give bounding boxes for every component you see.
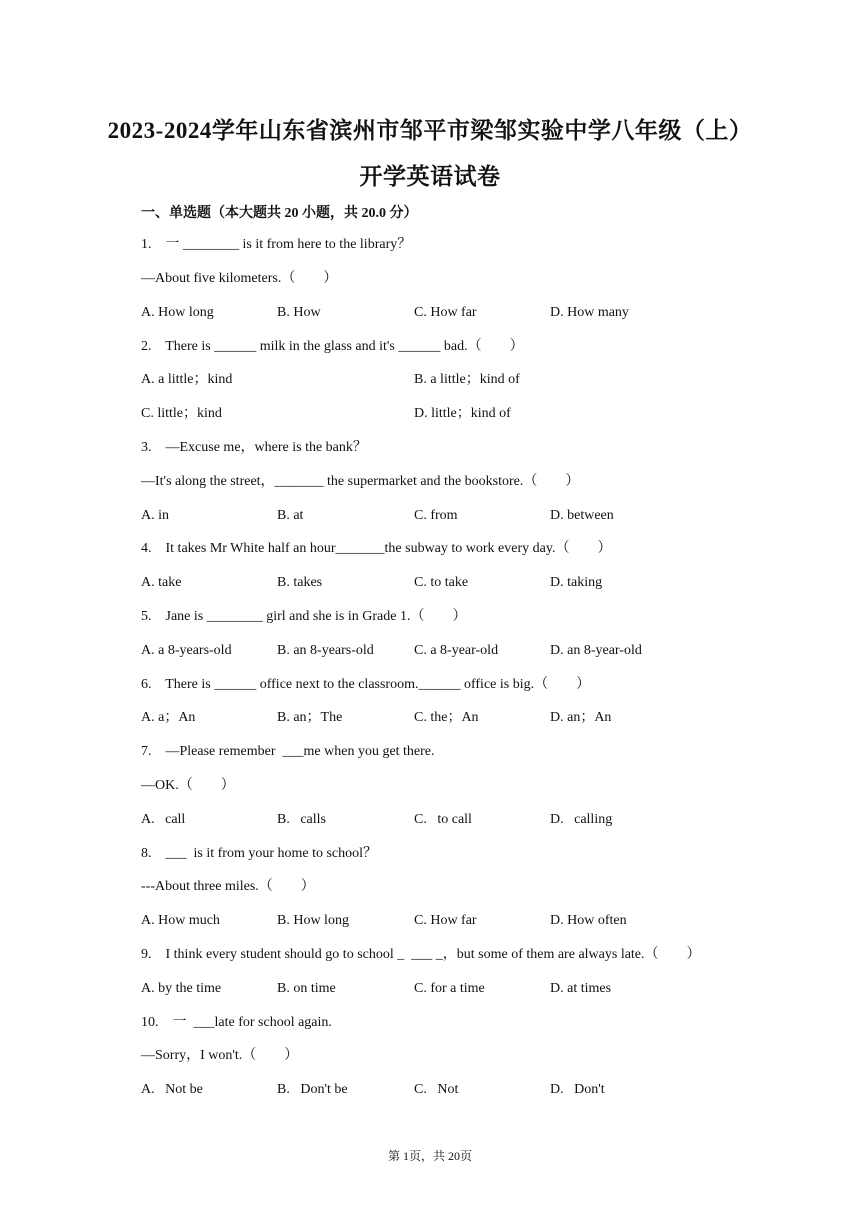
option-b[interactable]: B. at [277,508,304,523]
section-heading: 一、单选题（本大题共 20 小题，共 20.0 分） [141,206,418,221]
question-7-stem: 7. —Please remember ___me when you get there. [141,744,435,759]
question-10-options [141,1080,761,1100]
question-3-stem-2: —It's along the street，_______ the supermarket and the bookstore.（ ） [141,474,580,489]
option-b[interactable]: B. on time [277,981,336,996]
question-7-options [141,810,761,830]
option-b[interactable]: B. Don't be [277,1082,348,1097]
option-a[interactable]: A. How much [141,913,220,928]
option-d[interactable]: D. How many [550,305,629,320]
option-c[interactable]: C. the；An [414,710,479,725]
question-5-options [141,641,761,661]
question-4-options [141,573,761,593]
option-b[interactable]: B. an 8-years-old [277,643,374,658]
option-d[interactable]: D. Don't [550,1082,605,1097]
option-b[interactable]: B. calls [277,812,326,827]
option-a[interactable]: A. by the time [141,981,222,996]
option-a[interactable]: A. a；An [141,710,196,725]
question-5-stem: 5. Jane is ________ girl and she is in Grade 1.（ ） [141,609,467,624]
option-c[interactable]: C. Not [414,1082,459,1097]
option-d[interactable]: D. an；An [550,710,612,725]
question-2-stem: 2. There is ______ milk in the glass and it's ______ bad.（ ） [141,339,524,354]
option-d[interactable]: D. little；kind of [414,406,511,421]
question-6-options [141,708,761,728]
question-3-options [141,506,761,526]
question-8-stem-2: ---About three miles.（ ） [141,879,315,894]
question-3-stem: 3. —Excuse me，where is the bank？ [141,440,367,455]
option-c[interactable]: C. little；kind [141,406,222,421]
question-9-options [141,979,761,999]
option-c[interactable]: C. to take [414,575,469,590]
option-c[interactable]: C. from [414,508,458,523]
question-1-options [141,303,761,323]
option-d[interactable]: D. calling [550,812,613,827]
question-1-stem-2: —About five kilometers.（ ） [141,271,338,286]
option-a[interactable]: A. take [141,575,182,590]
question-2-options-row-2 [141,404,761,424]
page-title-line-2: 开学英语试卷 [359,164,501,189]
option-d[interactable]: D. How often [550,913,627,928]
option-d[interactable]: D. between [550,508,614,523]
question-8-stem: 8. ___ is it from your home to school？ [141,846,378,861]
page-footer: 第 1页，共 20页 [387,1149,472,1163]
option-a[interactable]: A. How long [141,305,214,320]
option-d[interactable]: D. an 8-year-old [550,643,642,658]
option-b[interactable]: B. an；The [277,710,343,725]
option-b[interactable]: B. How [277,305,321,320]
option-d[interactable]: D. taking [550,575,603,590]
option-a[interactable]: A. in [141,508,169,523]
option-b[interactable]: B. a little；kind of [414,372,520,387]
option-c[interactable]: C. a 8-year-old [414,643,499,658]
option-a[interactable]: A. Not be [141,1082,203,1097]
question-1-stem: 1. 一 ________ is it from here to the library？ [141,237,412,252]
question-8-options [141,911,761,931]
option-c[interactable]: C. How far [414,913,477,928]
option-d[interactable]: D. at times [550,981,612,996]
question-4-stem: 4. It takes Mr White half an hour_______the subway to work every day.（ ） [141,541,612,556]
page-title-line-1: 2023-2024学年山东省滨州市邹平市梁邹实验中学八年级（上） [107,118,753,143]
option-c[interactable]: C. How far [414,305,477,320]
option-a[interactable]: A. call [141,812,186,827]
option-b[interactable]: B. How long [277,913,349,928]
question-7-stem-2: —OK.（ ） [141,778,235,793]
option-b[interactable]: B. takes [277,575,323,590]
question-10-stem: 10. 一 ___late for school again. [141,1015,332,1030]
question-6-stem: 6. There is ______ office next to the classroom.______ office is big.（ ） [141,677,591,692]
question-10-stem-2: —Sorry，I won't.（ ） [141,1048,299,1063]
option-c[interactable]: C. for a time [414,981,485,996]
option-c[interactable]: C. to call [414,812,472,827]
option-a[interactable]: A. a little；kind [141,372,233,387]
question-9-stem: 9. I think every student should go to school _ ___ _，but some of them are always late.（ ） [141,947,701,962]
question-2-options-row-1 [141,370,761,390]
option-a[interactable]: A. a 8-years-old [141,643,232,658]
